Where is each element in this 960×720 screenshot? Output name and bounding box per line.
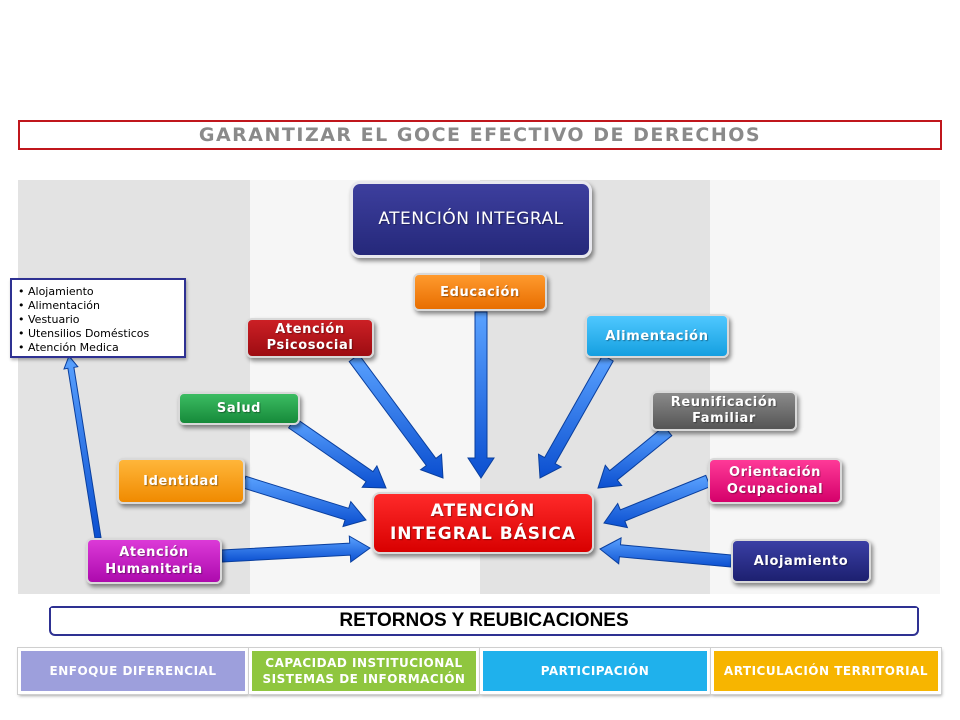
salud-node[interactable]: Salud (178, 392, 300, 425)
center-main-line-2: INTEGRAL BÁSICA (389, 524, 577, 544)
retornos-reubicaciones-bar: RETORNOS Y REUBICACIONES (49, 608, 919, 636)
humanitarian-aid-list (10, 278, 186, 358)
list-item: • Alimentación (18, 299, 178, 313)
list-item: • Atención Medica (18, 341, 178, 355)
orientacion-line-1: Orientación (729, 465, 821, 480)
educacion-node[interactable]: Educación (413, 273, 547, 311)
capacidad-line-2: SISTEMAS DE INFORMACIÓN (262, 672, 466, 686)
list-item: • Alojamiento (18, 285, 178, 299)
alojamiento-node[interactable]: Alojamiento (731, 539, 871, 583)
psicosocial-line-1: Atención (275, 322, 345, 337)
footer-articulacion-territorial[interactable]: ARTICULACIÓN TERRITORIAL (711, 648, 941, 694)
arrow-educacion (468, 312, 494, 478)
atencion-humanitaria-node[interactable] (86, 538, 222, 584)
arrow-to-list (64, 356, 101, 539)
identidad-node[interactable]: Identidad (117, 458, 245, 504)
orientacion-line-2: Ocupacional (726, 482, 824, 497)
atencion-psicosocial-node[interactable] (246, 318, 374, 358)
atencion-integral-basica-node[interactable] (372, 492, 594, 554)
alimentacion-node[interactable]: Alimentación (585, 314, 729, 358)
humanitaria-line-2: Humanitaria (105, 562, 203, 577)
arrow-psicosocial (349, 354, 443, 478)
reunificacion-line-2: Familiar (692, 411, 756, 426)
arrow-reunificacion (598, 426, 672, 488)
humanitaria-line-1: Atención (119, 545, 189, 560)
arrow-salud (289, 418, 386, 488)
arrow-humanitaria (222, 536, 370, 562)
center-main-line-1: ATENCIÓN (430, 501, 536, 521)
arrow-alimentacion (539, 355, 614, 478)
list-item: • Utensilios Domésticos (18, 327, 178, 341)
footer-enfoque-diferencial[interactable]: ENFOQUE DIFERENCIAL (18, 648, 248, 694)
list-item: • Vestuario (18, 313, 178, 327)
psicosocial-line-2: Psicosocial (266, 338, 354, 353)
reunificacion-line-1: Reunificación (670, 395, 778, 410)
orientacion-ocupacional-node[interactable] (708, 458, 842, 504)
footer-participacion[interactable]: PARTICIPACIÓN (480, 648, 710, 694)
footer-capacidad-institucional[interactable] (249, 648, 479, 694)
atencion-integral-node[interactable]: ATENCIÓN INTEGRAL (350, 181, 592, 258)
reunificacion-familiar-node[interactable] (651, 391, 797, 431)
arrow-alojamiento (600, 538, 732, 567)
arrow-identidad (242, 476, 366, 526)
capacidad-line-1: CAPACIDAD INSTITUCIONAL (265, 656, 463, 670)
page-title: GARANTIZAR EL GOCE EFECTIVO DE DERECHOS (18, 120, 942, 150)
